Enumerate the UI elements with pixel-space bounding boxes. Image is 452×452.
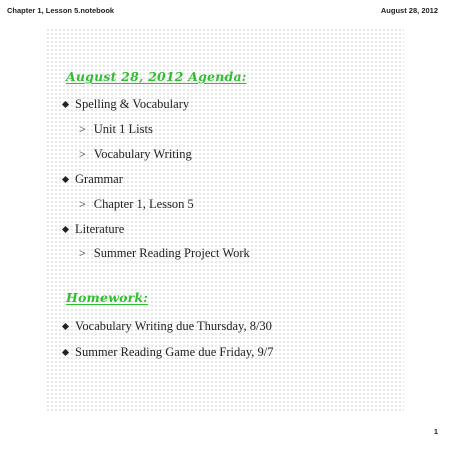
arrow-bullet-icon: > (79, 197, 86, 211)
notebook-filename: Chapter 1, Lesson 5.notebook (7, 6, 115, 15)
agenda-subitem-vocab-writing (79, 147, 192, 162)
arrow-bullet-icon: > (79, 122, 86, 136)
arrow-bullet-icon: > (79, 147, 86, 161)
agenda-subitem-label: Vocabulary Writing (93, 147, 192, 161)
homework-item-label: Vocabulary Writing due Thursday, 8/30 (75, 319, 272, 333)
agenda-item-literature (63, 222, 124, 237)
agenda-item-spelling (63, 97, 189, 112)
agenda-heading: August 28, 2012 Agenda: (66, 69, 247, 84)
agenda-subitem-unit-lists (79, 122, 153, 137)
diamond-bullet-icon (62, 349, 69, 356)
diamond-bullet-icon (62, 226, 69, 233)
agenda-item-grammar (63, 172, 123, 187)
homework-item-reading-game (63, 345, 273, 360)
diamond-bullet-icon (62, 323, 69, 330)
agenda-subitem-label: Unit 1 Lists (93, 122, 153, 136)
homework-heading: Homework: (66, 290, 149, 305)
agenda-subitem-summer-reading (79, 246, 250, 261)
agenda-item-label: Grammar (75, 172, 123, 186)
homework-item-vocab (63, 319, 272, 334)
agenda-subitem-chapter-lesson (79, 197, 194, 212)
page-number: 1 (433, 427, 438, 436)
diamond-bullet-icon (62, 176, 69, 183)
document-date: August 28, 2012 (380, 6, 438, 15)
agenda-subitem-label: Summer Reading Project Work (93, 246, 250, 260)
arrow-bullet-icon: > (79, 246, 86, 260)
agenda-subitem-label: Chapter 1, Lesson 5 (93, 197, 194, 211)
diamond-bullet-icon (62, 101, 69, 108)
agenda-item-label: Spelling & Vocabulary (75, 97, 190, 111)
homework-item-label: Summer Reading Game due Friday, 9/7 (75, 345, 274, 359)
agenda-item-label: Literature (75, 222, 125, 236)
